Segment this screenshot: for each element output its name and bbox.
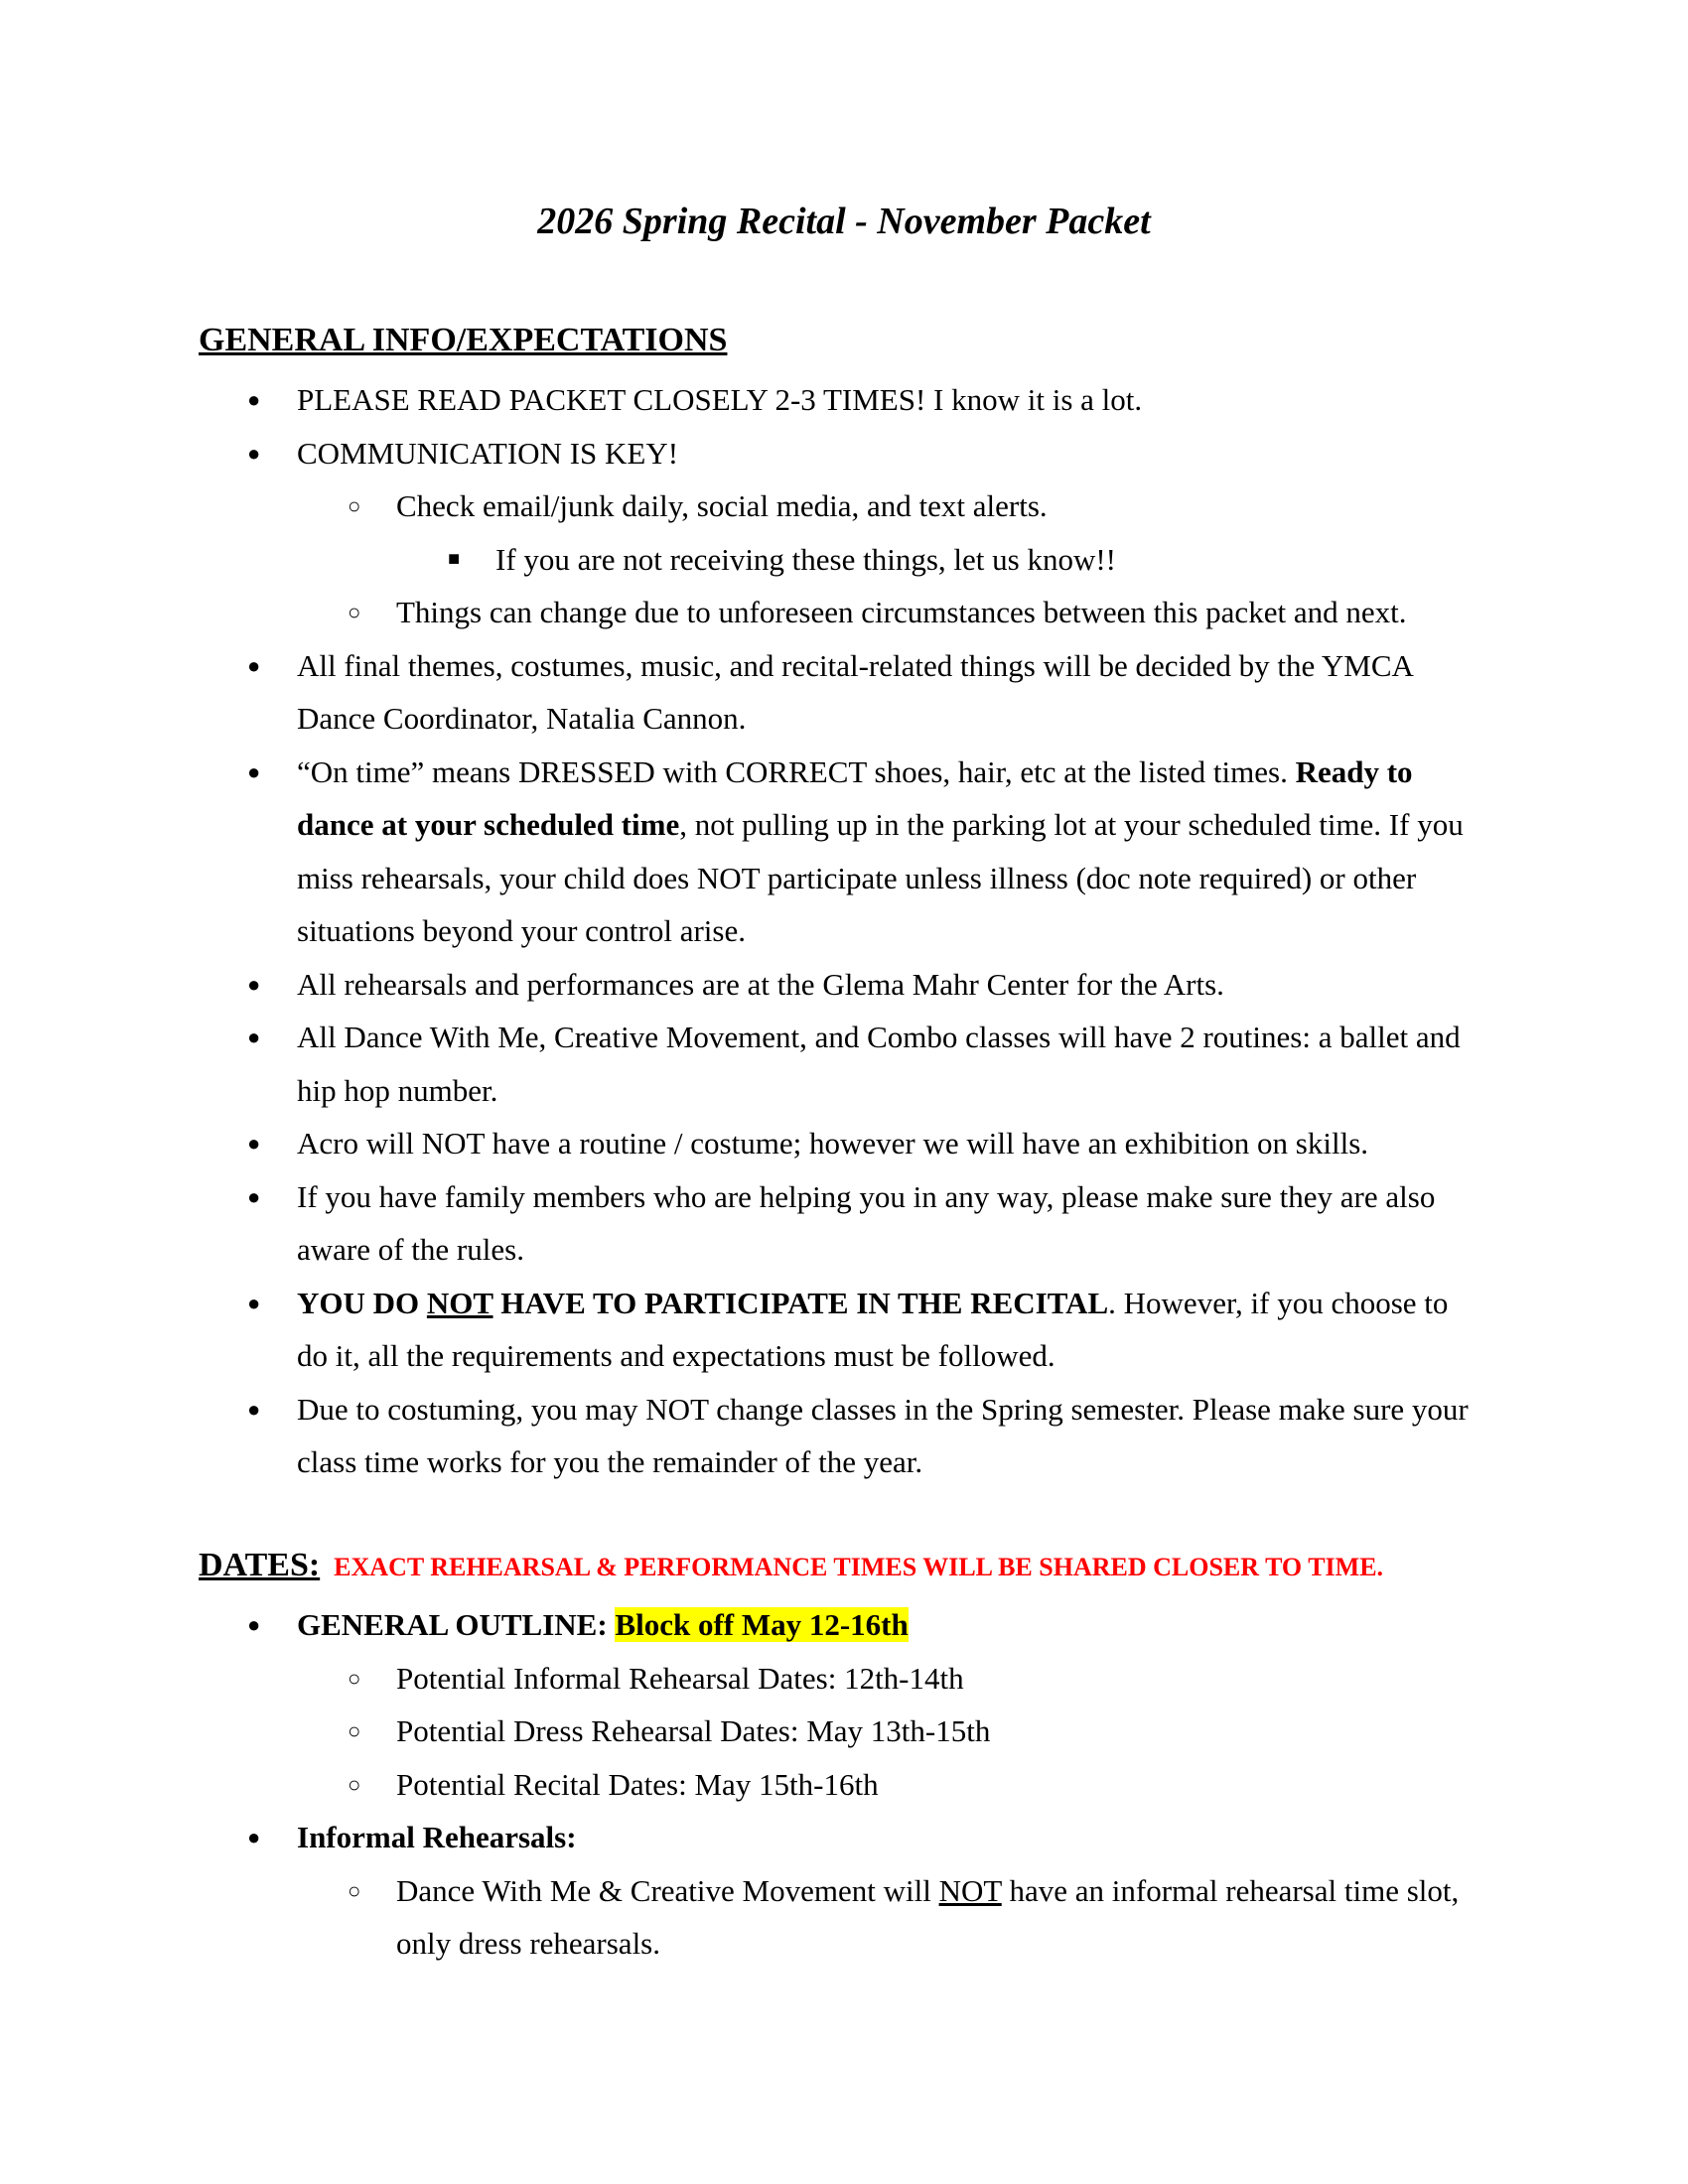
list-item: ● All rehearsals and performances are at the Glema Mahr Center for the Arts. [0,958,1484,1012]
bullet-icon: ● [247,1396,261,1422]
list-item: ● PLEASE READ PACKET CLOSELY 2-3 TIMES! I know it is a lot. [0,373,1484,427]
square-bullet-icon: ■ [448,547,461,570]
page-title: 2026 Spring Recital - November Packet [537,201,1151,242]
bullet-icon: ● [247,1131,261,1156]
dates-note: EXACT REHEARSAL & PERFORMANCE TIMES WILL BE SHARED CLOSER TO TIME. [334,1553,1384,1581]
list-item: ● All Dance With Me, Creative Movement, and Combo classes will have 2 routines: a ballet and hip hop number. [0,1011,1484,1117]
bullet-icon: ● [247,1024,261,1049]
dates-list [0,1598,1688,1971]
general-info-heading: GENERAL INFO/EXPECTATIONS [199,322,728,358]
bullet-icon: ● [247,1183,261,1209]
circle-bullet-icon: ○ [348,493,361,518]
circle-bullet-icon: ○ [348,1771,361,1797]
bullet-icon: ● [247,1290,261,1315]
circle-bullet-icon: ○ [348,600,361,624]
circle-bullet-icon: ○ [348,1718,361,1743]
dates-heading-row [199,1541,1383,1592]
circle-bullet-icon: ○ [348,1665,361,1691]
list-item: ■ If you are not receiving these things, let us know!! [0,533,1488,587]
bullet-icon: ● [247,440,261,466]
list-item: ● “On time” means DRESSED with CORRECT shoes, hair, etc at the listed times. Ready to dance at your scheduled time, not pulling up in the parking lot at your scheduled time. If you miss rehearsals, your child does NOT participate unless illness (doc note required) or other situations beyond your control arise. [0,746,1484,958]
list-item: ○ Check email/junk daily, social media, and text alerts. [0,479,1488,533]
highlighted-text: Block off May 12-16th [615,1607,909,1642]
bullet-icon: ● [247,1612,261,1637]
list-item: ● Acro will NOT have a routine / costume; however we will have an exhibition on skills. [0,1117,1484,1170]
list-item: ● Informal Rehearsals: [0,1811,1484,1864]
bullet-icon: ● [247,971,261,997]
circle-bullet-icon: ○ [348,1877,361,1903]
bullet-icon: ● [247,758,261,784]
list-item: ● GENERAL OUTLINE: Block off May 12-16th [0,1598,1484,1652]
dates-heading: DATES: [199,1547,321,1583]
list-item: ○ Things can change due to unforeseen circumstances between this packet and next. [0,586,1488,639]
list-item: ● COMMUNICATION IS KEY! [0,427,1484,480]
list-item: ● YOU DO NOT HAVE TO PARTICIPATE IN THE RECITAL. However, if you choose to do it, all the requirements and expectations must be followed. [0,1277,1484,1383]
bullet-icon: ● [247,1825,261,1849]
general-info-list [0,373,1688,1489]
list-item: ○ Potential Informal Rehearsal Dates: 12th-14th [0,1652,1488,1706]
bullet-icon: ● [247,652,261,678]
list-item: ● All final themes, costumes, music, and recital-related things will be decided by the YMCA Dance Coordinator, Natalia Cannon. [0,639,1484,746]
list-item: ● Due to costuming, you may NOT change classes in the Spring semester. Please make sure your class time works for you the remainder of the year. [0,1383,1484,1489]
list-item: ● If you have family members who are helping you in any way, please make sure they are also aware of the rules. [0,1170,1484,1277]
list-item: ○ Dance With Me & Creative Movement will NOT have an informal rehearsal time slot, only dress rehearsals. [0,1864,1488,1971]
list-item: ○ Potential Dress Rehearsal Dates: May 13th-15th [0,1705,1488,1758]
bullet-icon: ● [247,387,261,412]
list-item: ○ Potential Recital Dates: May 15th-16th [0,1758,1488,1812]
